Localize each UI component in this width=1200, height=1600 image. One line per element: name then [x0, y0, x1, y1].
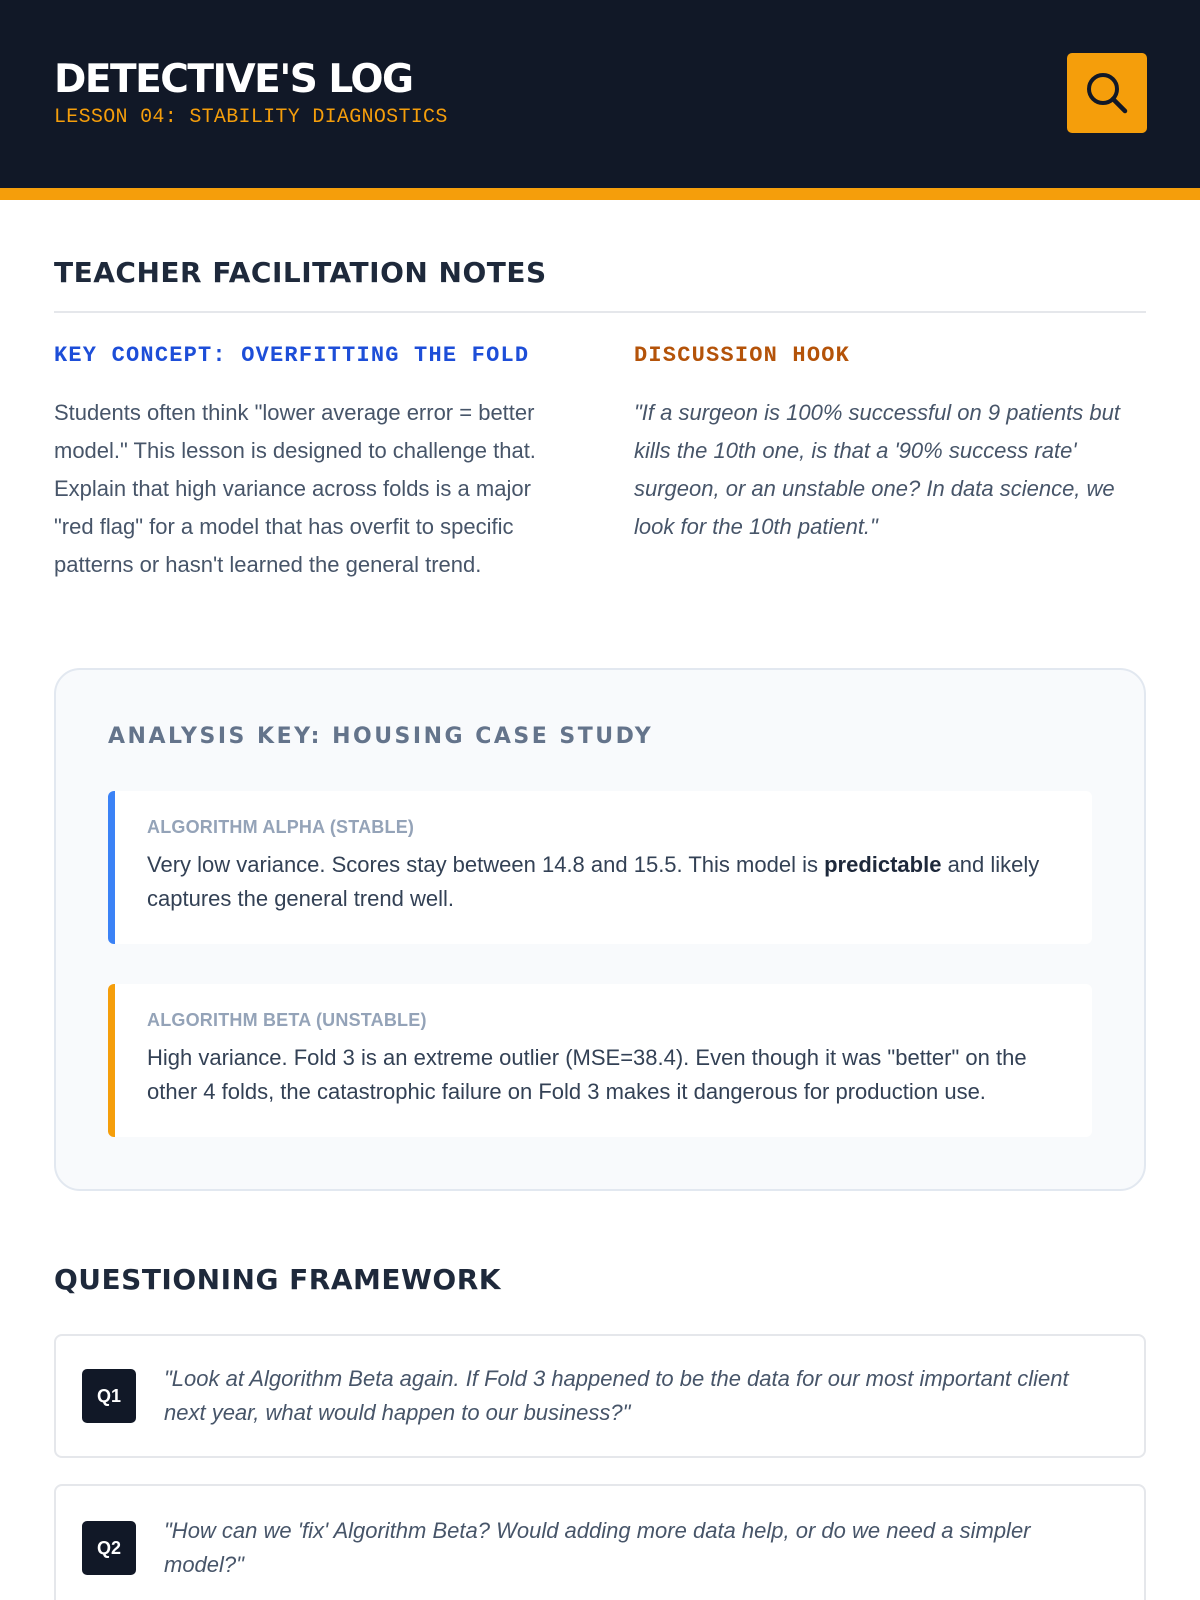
analysis-key-card [54, 668, 1146, 1191]
analysis-key-title: ANALYSIS KEY: HOUSING CASE STUDY [108, 724, 654, 749]
algorithm-alpha-label: ALGORITHM ALPHA (STABLE) [147, 817, 415, 837]
question-badge: Q1 [82, 1369, 136, 1423]
search-icon [1084, 70, 1130, 116]
main-content [0, 256, 1200, 1600]
page-title: DETECTIVE'S LOG [54, 57, 413, 102]
search-button[interactable] [1067, 53, 1147, 133]
question-card [54, 1484, 1146, 1600]
discussion-hook-column [634, 343, 1146, 584]
question-text: "How can we 'fix' Algorithm Beta? Would adding more data help, or do we need a simpler model?" [164, 1518, 1031, 1577]
facilitation-notes-title: TEACHER FACILITATION NOTES [54, 256, 1146, 313]
question-badge: Q2 [82, 1521, 136, 1575]
question-text: "Look at Algorithm Beta again. If Fold 3 happened to be the data for our most important client next year, what would happen to our business?" [164, 1366, 1069, 1425]
algorithm-alpha-text [147, 848, 1062, 916]
key-concept-body: Students often think "lower average error = better model." This lesson is designed to challenge that. Explain that high variance across folds is a major "red flag" for a model that has overfit to specific patterns or hasn't learned the general trend. [54, 400, 536, 577]
algorithm-alpha-box [108, 791, 1092, 944]
algorithm-alpha-text-end: and likely captures the general trend well. [147, 852, 1040, 911]
discussion-hook-quote: "If a surgeon is 100% successful on 9 patients but kills the 10th one, is that a '90% success rate' surgeon, or an unstable one? In data science, we look for the 10th patient." [634, 400, 1120, 539]
discussion-hook-heading: DISCUSSION HOOK [634, 343, 851, 368]
algorithm-beta-text: High variance. Fold 3 is an extreme outlier (MSE=38.4). Even though it was "better" on the other 4 folds, the catastrophic failure on Fold 3 makes it dangerous for production use. [147, 1045, 1027, 1104]
algorithm-beta-box [108, 984, 1092, 1137]
questioning-framework-title: QUESTIONING FRAMEWORK [54, 1263, 501, 1296]
algorithm-alpha-emphasis: predictable [824, 852, 942, 877]
notes-grid [54, 343, 1146, 584]
key-concept-column [54, 343, 566, 584]
question-card [54, 1334, 1146, 1458]
key-concept-heading: KEY CONCEPT: OVERFITTING THE FOLD [54, 343, 530, 368]
page-header [0, 0, 1200, 200]
algorithm-alpha-text-start: Very low variance. Scores stay between 14.8 and 15.5. This model is [147, 852, 825, 877]
lesson-subtitle: LESSON 04: STABILITY DIAGNOSTICS [54, 106, 448, 129]
brand [54, 58, 448, 129]
algorithm-beta-label: ALGORITHM BETA (UNSTABLE) [147, 1010, 427, 1030]
